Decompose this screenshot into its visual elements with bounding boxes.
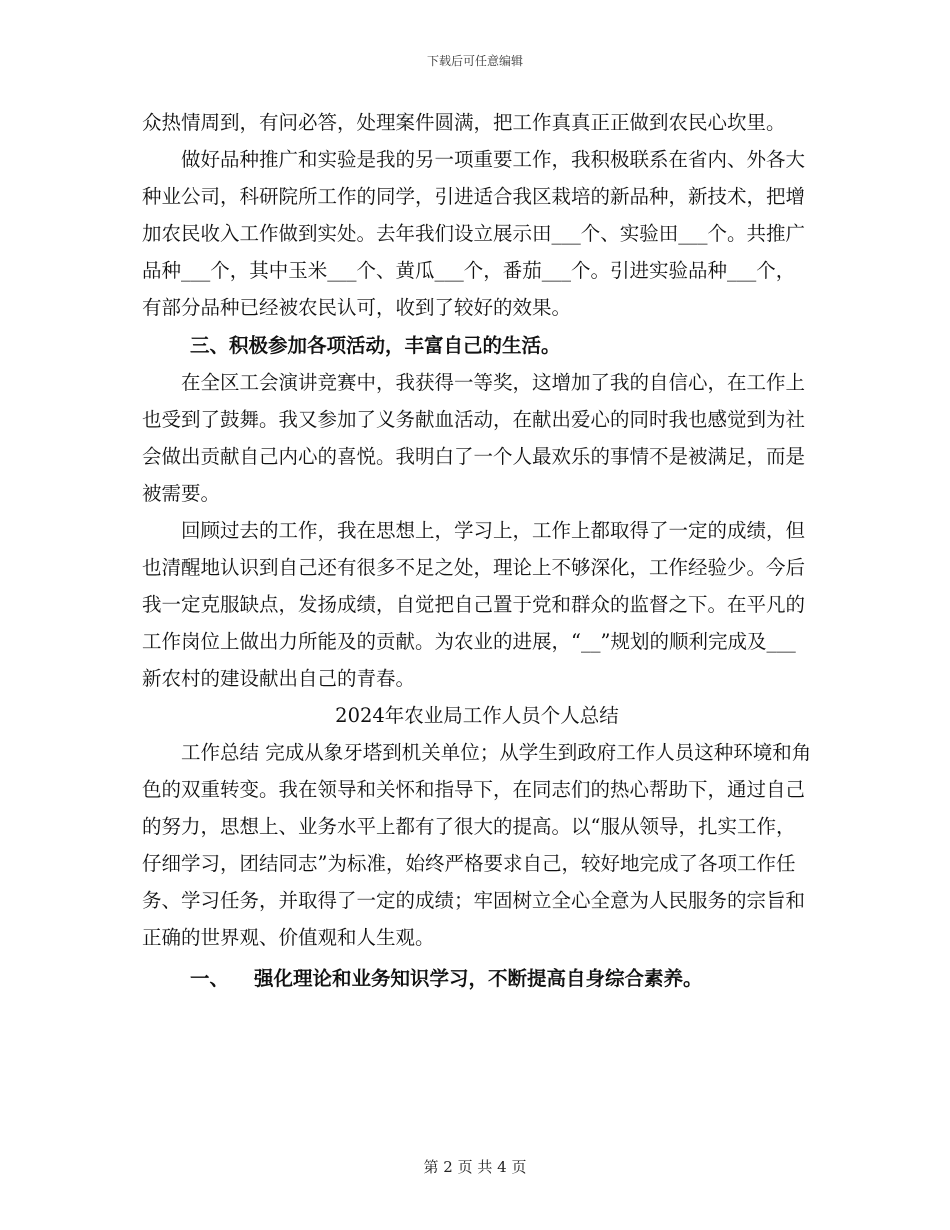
paragraph-summary: 工作总结 完成从象牙塔到机关单位；从学生到政府工作人员这种环境和角色的双重转变。我在领导和关怀和指导下，在同志们的热心帮助下，通过自己的努力，思想上、业务水平上都有了很大的提高。以“服从领导，扎实工作，仔细学习，团结同志”为标准，始终严格要求自己，较好地完成了各项工作任务、学习任务，并取得了一定的成绩；牢固树立全心全意为人民服务的宗旨和正确的世界观、价值观和人生观。 (142, 741, 812, 949)
section-heading-text: 强化理论和业务知识学习，不断提高自身综合素养。 (254, 967, 703, 990)
paragraph-activities: 在全区工会演讲竞赛中，我获得一等奖，这增加了我的自信心，在工作上也受到了鼓舞。我又参加了义务献血活动，在献出爱心的同时我也感觉到为社会做出贡献自己内心的喜悦。我明白了一个人最欢乐的事情不是被满足，而是被需要。 (142, 371, 806, 505)
section-heading-three: 三、积极参加各项活动，丰富自己的生活。 (190, 334, 561, 357)
document-body (142, 104, 812, 997)
paragraph-continuation: 众热情周到，有问必答，处理案件圆满，把工作真真正正做到农民心坎里。 (142, 111, 786, 134)
section-heading-one (142, 960, 812, 997)
document-title: 2024年农业局工作人员个人总结 (335, 704, 619, 727)
page-footer: 第 2 页 共 4 页 (423, 1158, 527, 1176)
section-number: 一、 (190, 967, 230, 990)
paragraph-review: 回顾过去的工作，我在思想上，学习上，工作上都取得了一定的成绩，但也清醒地认识到自己还有很多不足之处，理论上不够深化，工作经验少。今后我一定克服缺点，发扬成绩，自觉把自己置于党和群众的监督之下。在平凡的工作岗位上做出力所能及的贡献。为农业的进展，“__”规划的顺利完成及___新农村的建设献出自己的青春。 (142, 519, 806, 690)
page-header: 下载后可任意编辑 (426, 54, 523, 68)
paragraph-variety-promotion: 做好品种推广和实验是我的另一项重要工作，我积极联系在省内、外各大种业公司，科研院所工作的同学，引进适合我区栽培的新品种，新技术，把增加农民收入工作做到实处。去年我们设立展示田___个、实验田___个。共推广品种___个，其中玉米___个、黄瓜___个，番茄___个。引进实验品种___个，有部分品种已经被农民认可，收到了较好的效果。 (142, 148, 806, 319)
